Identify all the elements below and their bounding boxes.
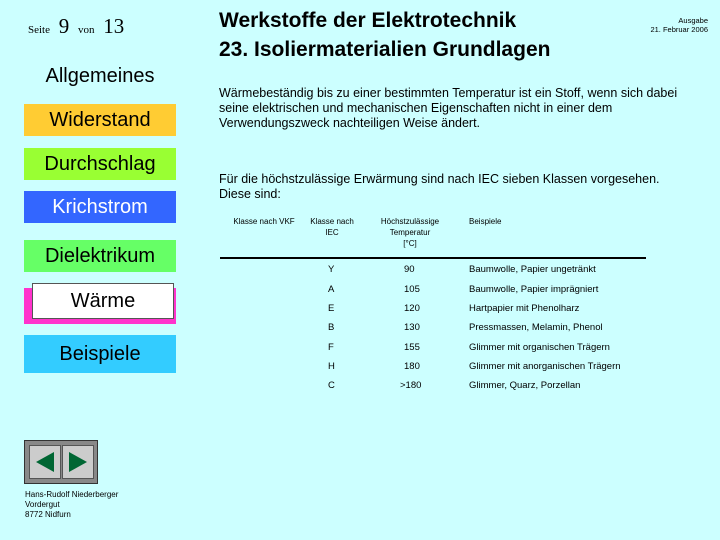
row-temp: 90 [404, 264, 415, 275]
row-iec: H [328, 361, 335, 372]
row-iec: A [328, 284, 335, 295]
triangle-left-icon [33, 450, 57, 474]
nav-button-beispiele[interactable]: Beispiele [24, 335, 176, 373]
von-label: von [78, 24, 95, 36]
row-temp: 180 [404, 361, 420, 372]
row-beispiel: Glimmer mit organischen Trägern [469, 342, 610, 353]
header-beispiele: Beispiele [469, 217, 502, 226]
page-counter [28, 14, 130, 39]
header-klasse-vkf: Klasse nach VKF [233, 217, 295, 226]
row-iec: B [328, 322, 335, 333]
row-iec: Y [328, 264, 335, 275]
author-info [25, 490, 118, 520]
row-iec: C [328, 380, 335, 391]
nav-button-krichstrom[interactable]: Krichstrom [24, 191, 176, 223]
ausgabe-label: Ausgabe [678, 16, 708, 25]
row-beispiel: Baumwolle, Papier imprägniert [469, 284, 599, 295]
triangle-right-icon [66, 450, 90, 474]
total-pages: 13 [103, 14, 125, 38]
header-klasse-iec: Klasse nach IEC [310, 217, 354, 237]
row-beispiel: Hartpapier mit Phenolharz [469, 303, 580, 314]
row-iec: E [328, 303, 335, 314]
nav-button-dielektrikum[interactable]: Dielektrikum [24, 240, 176, 272]
table-divider [220, 257, 646, 259]
header-temperatur [368, 216, 452, 249]
paragraph-classes-intro: Für die höchstzulässige Erwärmung sind nach IEC sieben Klassen vorgesehen. Diese sind: [219, 172, 660, 201]
row-temp: 130 [404, 322, 420, 333]
title-line-1: Werkstoffe der Elektrotechnik [219, 9, 517, 32]
row-temp: 120 [404, 303, 420, 314]
page-navigation [24, 440, 98, 484]
current-page: 9 [58, 14, 70, 38]
row-iec: F [328, 342, 334, 353]
nav-button-waerme[interactable]: Wärme [32, 283, 174, 319]
author-name: Hans-Rudolf Niederberger [25, 490, 119, 499]
row-beispiel: Glimmer, Quarz, Porzellan [469, 380, 581, 391]
prev-page-button[interactable] [29, 445, 61, 479]
nav-button-allgemeines[interactable]: Allgemeines [24, 60, 176, 92]
author-address-line2: 8772 Nidfurn [25, 510, 71, 519]
nav-button-durchschlag[interactable]: Durchschlag [24, 148, 176, 180]
page-title [219, 6, 550, 64]
ausgabe-date: 21. Februar 2006 [650, 25, 708, 34]
title-line-2: 23. Isoliermaterialien Grundlagen [219, 38, 551, 61]
header-temp-line1: Höchstzulässige [380, 217, 440, 226]
next-page-button[interactable] [62, 445, 94, 479]
row-beispiel: Pressmassen, Melamin, Phenol [469, 322, 603, 333]
row-beispiel: Glimmer mit anorganischen Trägern [469, 361, 621, 372]
header-temp-line2: Temperatur [389, 228, 431, 237]
author-address-line1: Vordergut [25, 500, 60, 509]
header-temp-line3: [°C] [403, 239, 417, 248]
paragraph-definition: Wärmebeständig bis zu einer bestimmten Temperatur ist ein Stoff, wenn sich dabei seine elektrischen und mechanischen Eigenschaften nicht in einer dem Verwendungszweck nachteiligen Weise ändert. [219, 86, 678, 130]
row-beispiel: Baumwolle, Papier ungetränkt [469, 264, 596, 275]
seite-label: Seite [28, 24, 50, 36]
row-temp: >180 [400, 380, 422, 391]
row-temp: 105 [404, 284, 420, 295]
row-temp: 155 [404, 342, 420, 353]
ausgabe-info [650, 16, 708, 34]
nav-button-widerstand[interactable]: Widerstand [24, 104, 176, 136]
